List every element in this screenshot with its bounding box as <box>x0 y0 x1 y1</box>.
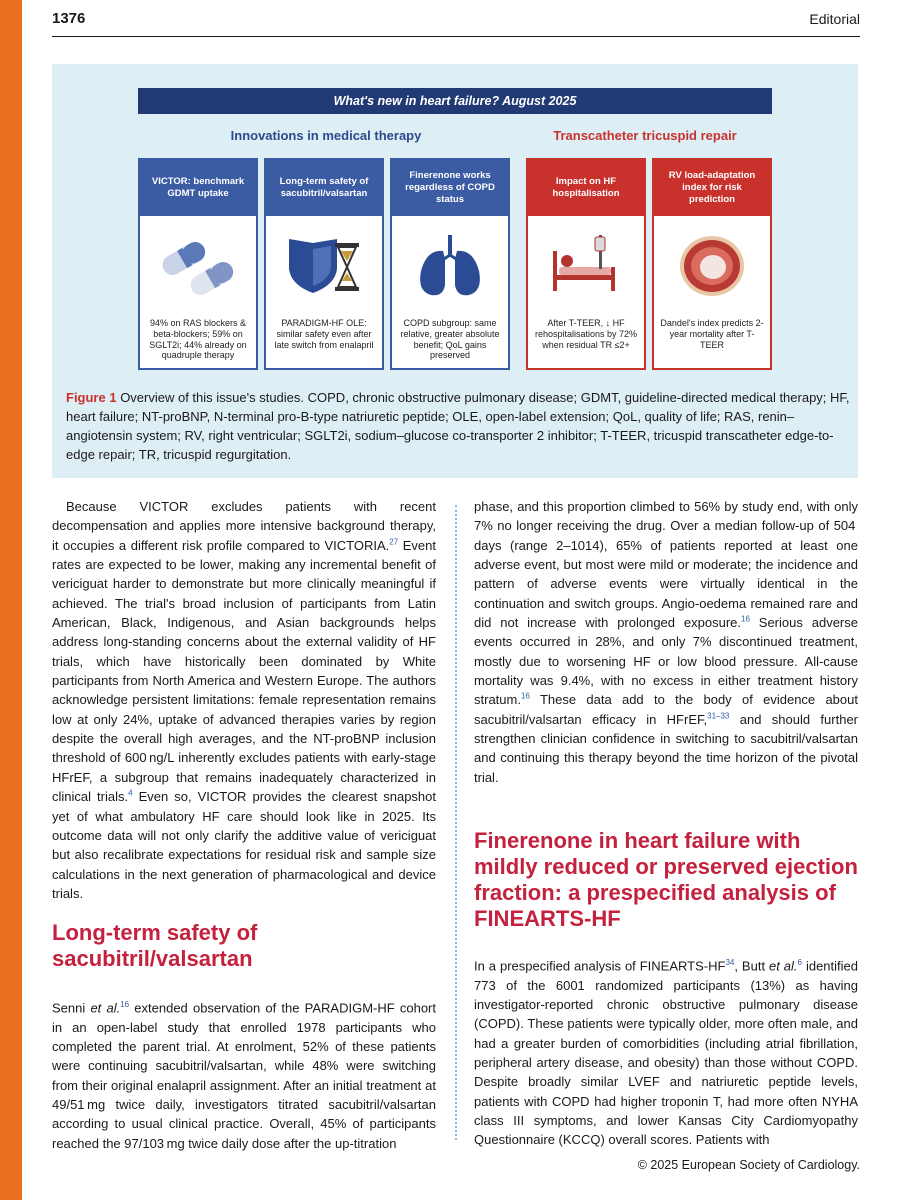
heart-cross-section-icon <box>654 216 770 316</box>
figure-card-finerenone <box>390 158 510 370</box>
citation[interactable]: 6 <box>797 958 802 967</box>
citation[interactable]: 16 <box>741 614 750 624</box>
figure-title: What's new in heart failure? August 2025 <box>138 88 772 114</box>
figure-card-hf-hospitalisation <box>526 158 646 370</box>
figure-card-sacubitril <box>264 158 384 370</box>
card-title: Finerenone works regardless of COPD status <box>392 160 508 216</box>
citation[interactable]: 16 <box>520 692 530 702</box>
figure-caption <box>66 388 852 464</box>
column-divider <box>455 505 457 1140</box>
card-text: 94% on RAS blockers & beta-blockers; 59% on SGLT2i; 44% already on quadruple therapy <box>149 318 247 361</box>
left-column-paragraph-1: Because VICTOR excludes patients with recent decompensation and applies more intensive background therapy, it occupies a different risk profile compared to VICTORIA.$^{27}$ Event rates are expected to be lower, making any incremental benefit of vericiguat harder to demonstrate but more clinically meaningful if achieved. The trial's broad inclusion of participants from Latin American, Black, Indigenous, and Asian backgrounds helps address long-standing concerns about the external validity of HF trials, which have historically been dominated by White participants from North America and Western Europe. The authors acknowledge persistent limitations: female representation remains low at only 24%, uptake of advanced therapies varies by region despite the overall high averages, and the NT-proBNP inclusion threshold of 600 ng/L inherently excludes patients with early-stage HFrEF, a subgroup that remains inadequately characterized in clinical trials.$^4$ Even so, VICTOR provides the clearest snapshot yet of what ambulatory HF care should look like in 2025. Its outcome data will not only clarify the additive value of vericiguat but also recalibrate expectations for residual risk and sample size calculations in the next generation of pharmacological and device trials. <box>52 499 437 901</box>
left-column-paragraph-2: Senni et al.$^{16}$ extended observation of the PARADIGM-HF cohort in an open-label study that enrolled 1978 participants who completed the parent trial. At enrolment, 52% of these patients were continuing sacubitril/valsartan, while 48% were switching from their original enalapril assignment. After an initial treatment at 49/51 mg twice daily, investigators titrated sacubitril/valsartan according to usual clinical practice. Overall, 45% of participants reached the 97/103 mg twice daily dose after the up-titration <box>52 1000 436 1151</box>
figure-section-medical-therapy: Innovations in medical therapy <box>230 128 422 143</box>
section-heading-finerenone: Finerenone in heart failure with mildly reduced or preserved ejection fraction: a prespecified analysis of FINEARTS-HF <box>474 828 858 931</box>
shield-hourglass-icon <box>266 216 382 316</box>
card-title: VICTOR: benchmark GDMT uptake <box>140 160 256 216</box>
lungs-icon <box>392 216 508 316</box>
hospital-bed-icon <box>528 216 644 316</box>
card-text: Dandel's index predicts 2-year mortality after T-TEER <box>660 318 764 350</box>
journal-section-label: Editorial <box>809 11 860 27</box>
caption-label: Figure 1 <box>66 390 117 405</box>
card-title: RV load-adaptation index for risk prediction <box>654 160 770 216</box>
figure-card-rv-index <box>652 158 772 370</box>
citation[interactable]: 16 <box>120 1000 130 1009</box>
page-number: 1376 <box>52 10 86 27</box>
citation[interactable]: 4 <box>128 788 133 798</box>
right-column-paragraph-2: In a prespecified analysis of FINEARTS-HF$^{34}$, Butt et al.$^6$ identified 773 of the 6001 randomized participants (13%) as having investigator-reported chronic obstructive pulmonary disease (COPD). These patients were typically older, more often male, and had a greater burden of comorbidities (including atrial fibrillation, peripheral artery disease, and obesity) than those without COPD. Despite broadly similar LVEF and natriuretic peptide levels, patients with COPD had higher troponin T, had more often NYHA class III symptoms, and lower Kansas City Cardiomyopathy Questionnaire (KCCQ) overall scores. Patients with <box>474 958 858 1148</box>
header-rule <box>52 36 860 37</box>
pills-icon <box>140 216 256 316</box>
card-text: After T-TEER, ↓ HF rehospitalisations by 72% when residual TR ≤2+ <box>534 318 638 350</box>
figure-section-tricuspid-repair: Transcatheter tricuspid repair <box>553 128 737 143</box>
card-title: Long-term safety of sacubitril/valsartan <box>266 160 382 216</box>
card-text: PARADIGM-HF OLE: similar safety even after late switch from enalapril <box>274 318 374 350</box>
citation[interactable]: 34 <box>725 958 735 967</box>
figure-card-victor <box>138 158 258 370</box>
copyright-footer: © 2025 European Society of Cardiology. <box>637 1158 860 1172</box>
citation[interactable]: 31–33 <box>707 711 730 721</box>
section-heading-sacubitril: Long-term safety of sacubitril/valsartan <box>52 920 258 971</box>
card-title: Impact on HF hospitalisation <box>528 160 644 216</box>
citation[interactable]: 27 <box>389 537 399 547</box>
card-text: COPD subgroup: same relative, greater absolute benefit; QoL gains preserved <box>400 318 500 361</box>
left-accent-bar <box>0 0 22 1200</box>
right-column-paragraph-1: phase, and this proportion climbed to 56% by study end, with only 7% no longer receiving the drug. Over a median follow-up of 504 days (range 2–1014), 65% of patients reported at least one adverse event, but most were mild or moderate; the incidence and pattern of adverse events were virtually identical in the continuation and switch groups. Angio-oedema remained rare and did not increase with prolonged exposure.$^{16}$ Serious adverse events occurred in 28%, and only 7% discontinued treatment, mostly due to worsening HF or low blood pressure. All-cause mortality was 9.4%, with no excess in either treatment history stratum.$^{16}$ These data add to the body of evidence about sacubitril/valsartan efficacy in HFrEF,$^{31-33}$ and should further strengthen clinician confidence in switching to sacubitril/valsartan and continuing this therapy beyond the time horizon of the pivotal trial. <box>474 499 859 785</box>
caption-text: Overview of this issue's studies. COPD, chronic obstructive pulmonary disease; GDMT, guideline-directed medical therapy; HF, heart failure; NT-proBNP, N-terminal pro-B-type natriuretic peptide; OLE, open-label extension; QoL, quality of life; RAS, renin–angiotensin system; RV, right ventricular; SGLT2i, sodium–glucose co-transporter 2 inhibitor; T-TEER, tricuspid transcatheter edge-to-edge repair; TR, tricuspid regurgitation. <box>66 390 850 462</box>
